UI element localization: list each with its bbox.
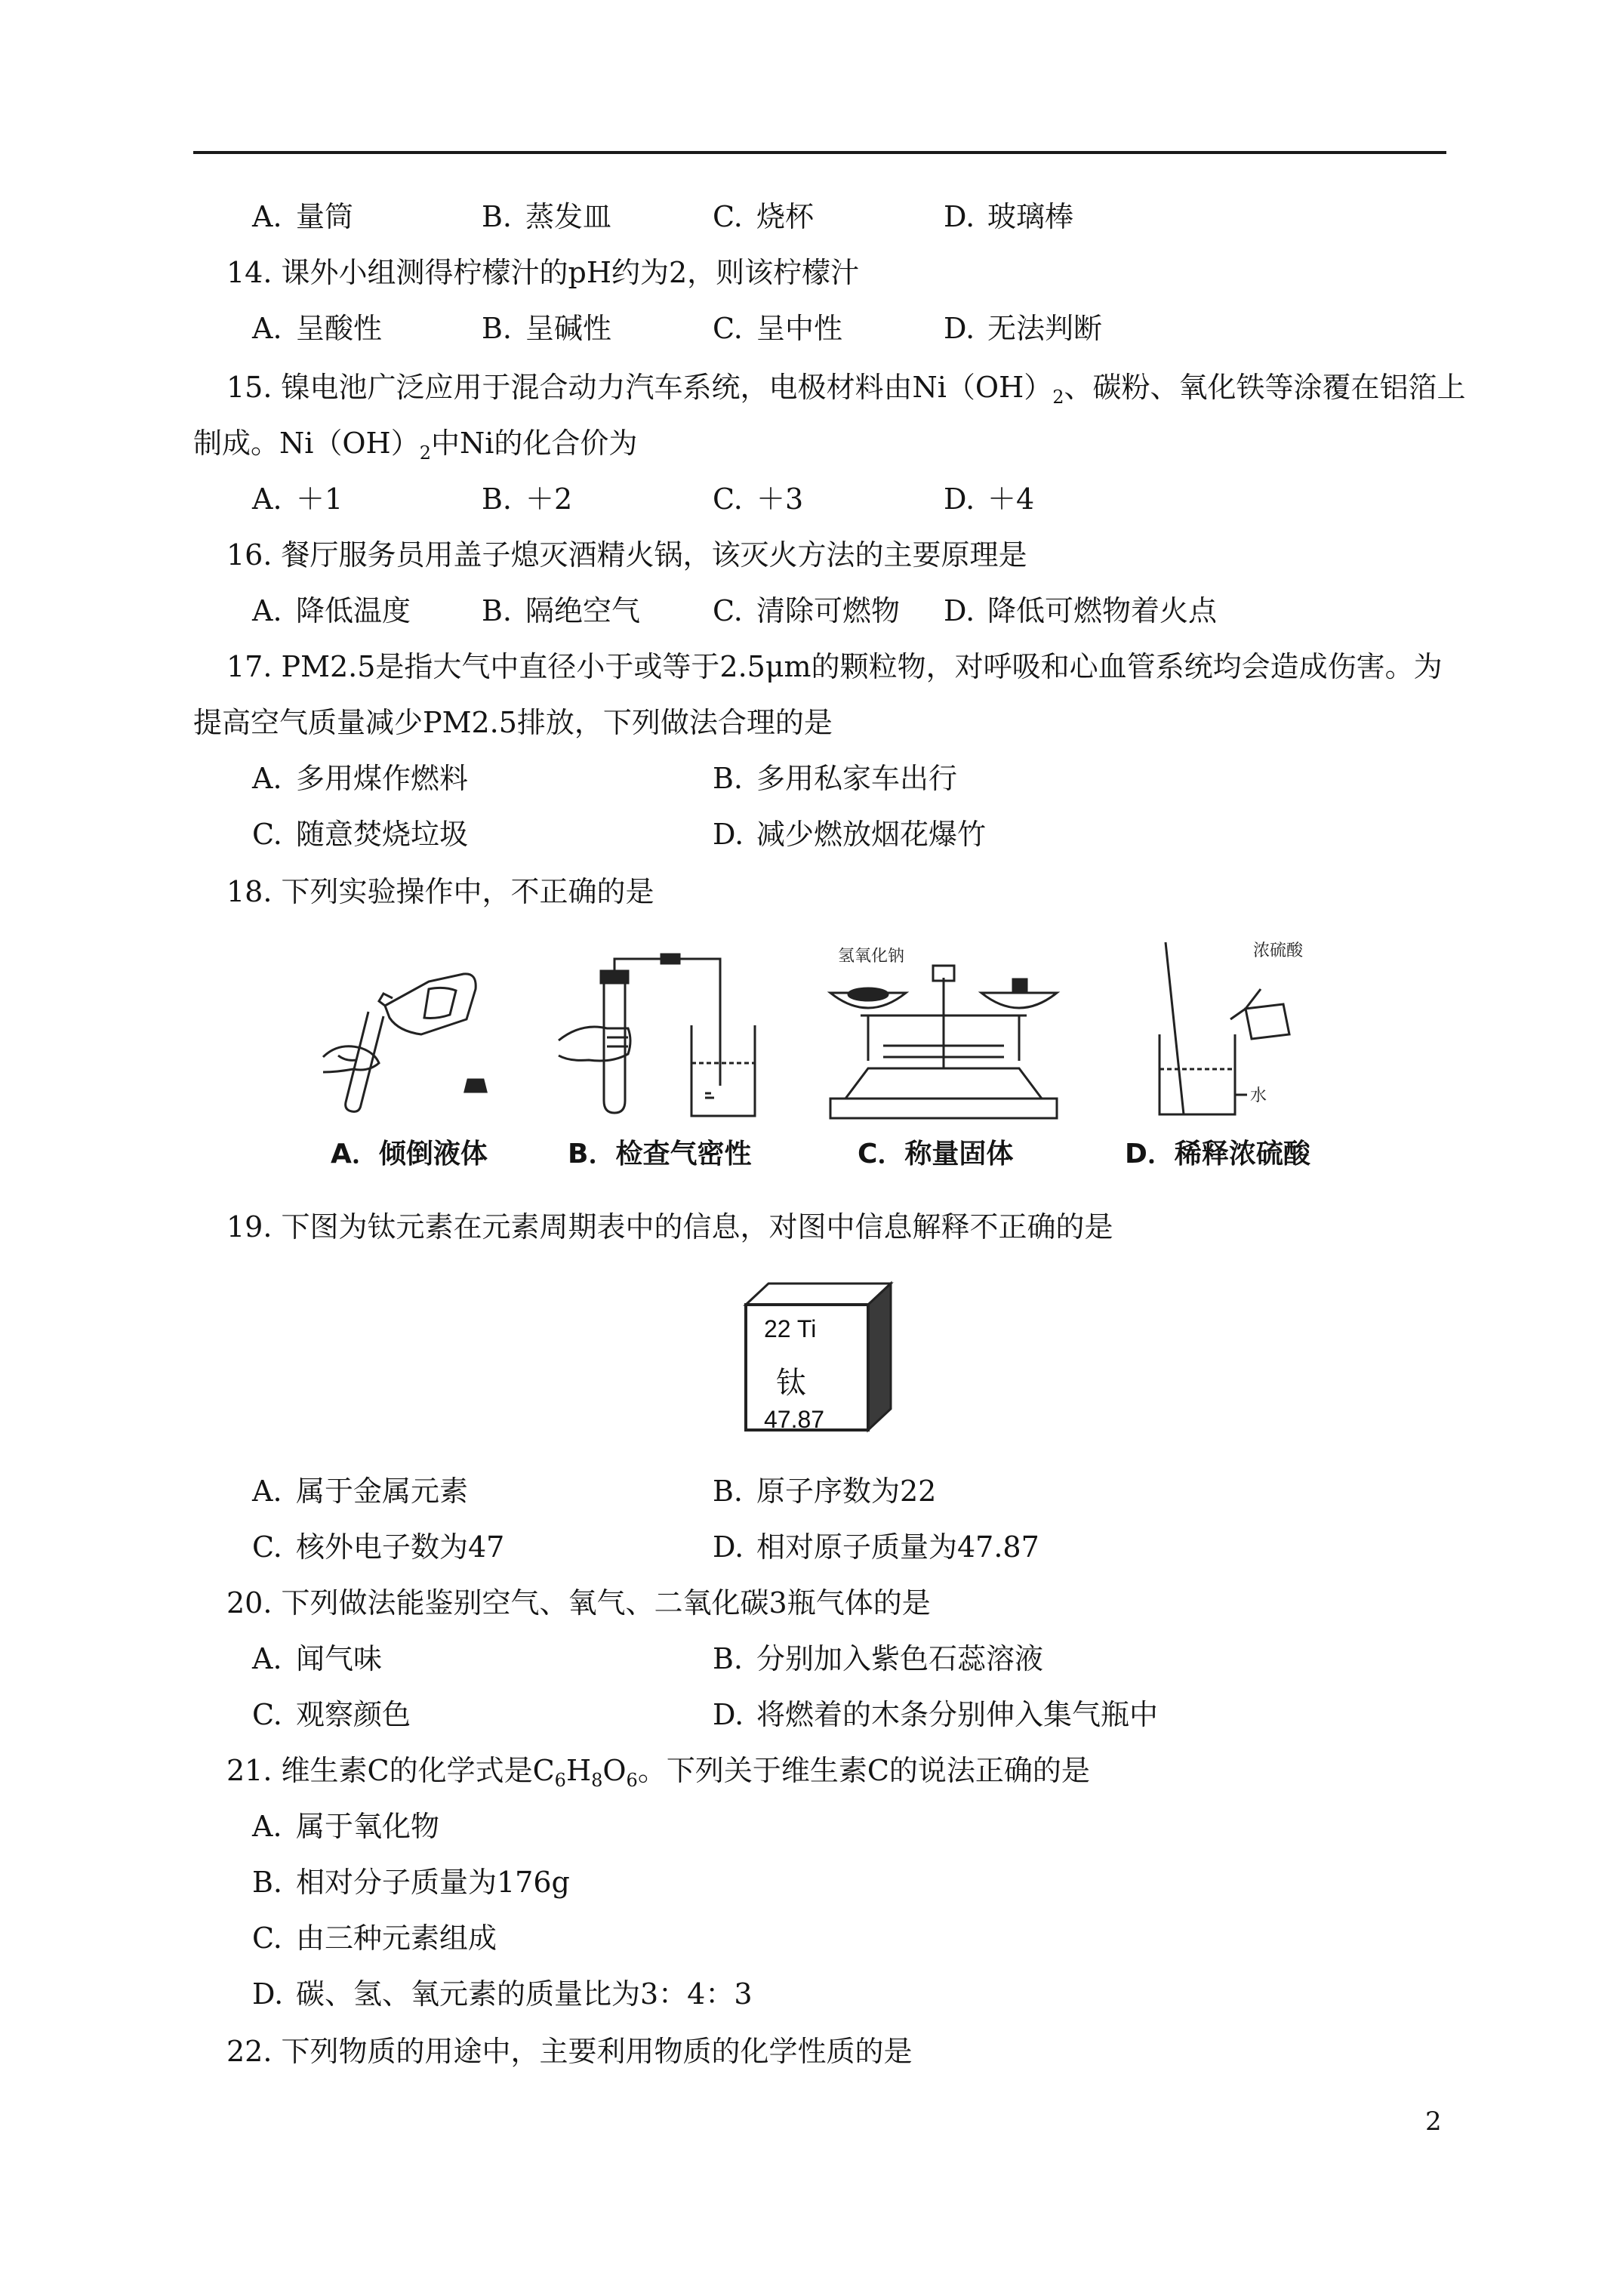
q13-option-b: B. 蒸发皿 — [482, 200, 612, 233]
q17-option-d: D. 减少燃放烟花爆竹 — [713, 818, 987, 851]
q15-stem-continued: 制成。$Ni(OH)_2$中Ni的化合价为 — [193, 427, 638, 464]
q21-option-d: D. 碳、氢、氧元素的质量比为3：4：3 — [252, 1977, 753, 2011]
element-name: 钛 — [776, 1366, 806, 1401]
q19-option-d: D. 相对原子质量为47.87 — [713, 1530, 1039, 1564]
q15-option-d: D. ＋4 — [944, 482, 1035, 516]
q16-option-d: D. 降低可燃物着火点 — [944, 594, 1218, 627]
q13-option-c: C. 烧杯 — [713, 200, 815, 233]
q15-stem: 15. 镍电池广泛应用于混合动力汽车系统，电极材料由$Ni(OH)_2$、碳粉、氧化铁等涂覆在铝箔上 — [226, 371, 1466, 408]
q14-stem: 14. 课外小组测得柠檬汁的pH约为2，则该柠檬汁 — [226, 256, 860, 289]
diluting-acid-figure — [1132, 936, 1321, 1129]
balance-left-label: 氢氧化钠 — [838, 948, 905, 966]
water-label: 水 — [1250, 1086, 1267, 1105]
pouring-liquid-figure — [316, 959, 489, 1117]
q15-option-b: B. ＋2 — [482, 482, 573, 516]
q21-option-a: A. 属于氧化物 — [252, 1810, 440, 1843]
q20-option-a: A. 闻气味 — [252, 1642, 383, 1675]
q20-option-d: D. 将燃着的木条分别伸入集气瓶中 — [713, 1698, 1159, 1731]
q17-option-b: B. 多用私家车出行 — [713, 762, 958, 795]
q16-stem: 16. 餐厅服务员用盖子熄灭酒精火锅，该灭火方法的主要原理是 — [226, 538, 1027, 572]
q14-option-a: A. 呈酸性 — [252, 312, 383, 345]
element-number-symbol: 22 Ti — [764, 1315, 817, 1342]
caption-a: A．倾倒液体 — [331, 1139, 488, 1170]
header-rule — [193, 151, 1446, 154]
q14-option-b: B. 呈碱性 — [482, 312, 612, 345]
q14-option-c: C. 呈中性 — [713, 312, 843, 345]
q22-stem: 22. 下列物质的用途中，主要利用物质的化学性质的是 — [226, 2035, 913, 2068]
q21-stem: 21. 维生素C的化学式是$C_6H_8O_6$。下列关于维生素C的说法正确的是 — [226, 1754, 1090, 1791]
q19-option-c: C. 核外电子数为47 — [252, 1530, 505, 1564]
q18-stem: 18. 下列实验操作中，不正确的是 — [226, 875, 654, 908]
q21-option-c: C. 由三种元素组成 — [252, 1922, 497, 1955]
q20-option-c: C. 观察颜色 — [252, 1698, 411, 1731]
q16-option-c: C. 清除可燃物 — [713, 594, 901, 627]
caption-b: B．检查气密性 — [568, 1139, 752, 1170]
q15-option-c: C. ＋3 — [713, 482, 804, 516]
q16-option-a: A. 降低温度 — [252, 594, 411, 627]
caption-d: D．稀释浓硫酸 — [1125, 1139, 1310, 1170]
balance-figure — [815, 948, 1072, 1125]
q17-stem-continued: 提高空气质量减少PM2.5排放，下列做法合理的是 — [193, 706, 833, 739]
q19-option-a: A. 属于金属元素 — [252, 1475, 469, 1508]
q21-option-b: B. 相对分子质量为176g — [252, 1866, 570, 1899]
page-number: 2 — [1425, 2106, 1442, 2137]
acid-label: 浓硫酸 — [1253, 942, 1304, 960]
q16-option-b: B. 隔绝空气 — [482, 594, 641, 627]
q20-stem: 20. 下列做法能鉴别空气、氧气、二氧化碳3瓶气体的是 — [226, 1586, 931, 1620]
q17-stem: 17. PM2.5是指大气中直径小于或等于2.5μm的颗粒物，对呼吸和心血管系统均会造成伤害。为 — [226, 650, 1443, 683]
q20-option-b: B. 分别加入紫色石蕊溶液 — [713, 1642, 1044, 1675]
q19-option-b: B. 原子序数为22 — [713, 1475, 937, 1508]
caption-c: C．称量固体 — [858, 1139, 1014, 1170]
q19-stem: 19. 下图为钛元素在元素周期表中的信息，对图中信息解释不正确的是 — [226, 1210, 1113, 1244]
q15-option-a: A. ＋1 — [252, 482, 343, 516]
q13-option-a: A. 量筒 — [252, 200, 354, 233]
q13-option-d: D. 玻璃棒 — [944, 200, 1074, 233]
element-mass: 47.87 — [764, 1406, 825, 1433]
q14-option-d: D. 无法判断 — [944, 312, 1103, 345]
q17-option-a: A. 多用煤作燃料 — [252, 762, 469, 795]
airtightness-check-figure — [544, 950, 770, 1123]
q17-option-c: C. 随意焚烧垃圾 — [252, 818, 469, 851]
